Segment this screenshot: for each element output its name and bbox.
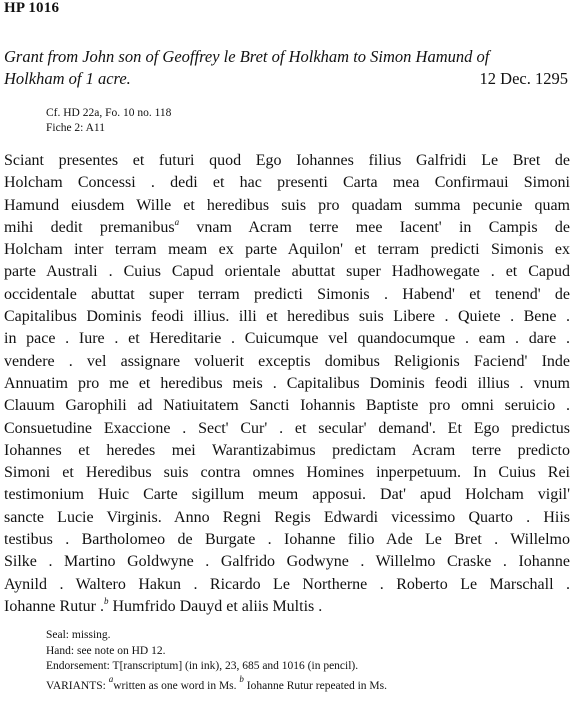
text-line: Aynild . Waltero Hakun . Ricardo Le Northerne . Roberto Le Marschall .: [4, 575, 570, 593]
seal-note: Seal: missing.: [46, 629, 111, 641]
text-line: Consuetudine Exaccione . Sect' Cur' . et secular' demand'. Et Ego predictus: [4, 419, 570, 437]
text-line: Hamund eiusdem Wille et heredibus suis pro quadam summa pecunie quam: [4, 196, 570, 214]
text-line: Simoni et Heredibus suis contra omnes Homines inperpetuum. In Cuius Rei: [4, 464, 570, 482]
variant-a-text: written as one word in Ms.: [113, 679, 240, 692]
hand-note: Hand: see note on HD 12.: [46, 644, 166, 657]
title-line-1: Grant from John son of Geoffrey le Bret of Holkham to Simon Hamund of: [4, 47, 490, 66]
text-line: parte Australi . Cuius Capud orientale abuttat super Hadhowegate . et Capud: [4, 263, 570, 281]
text-fragment: mihi dedit premanibus: [4, 218, 175, 236]
footnote-marker-b: b: [103, 595, 109, 606]
variants-note: [46, 673, 387, 695]
text-fragment: Iohanne Rutur .: [4, 597, 104, 615]
text-line: Holcham Concessi . dedi et hac presenti Carta mea Confirmaui Simoni: [4, 174, 570, 192]
text-line: [4, 217, 570, 239]
charter-text: [4, 150, 570, 618]
reference-line-2: Fiche 2: A11: [46, 122, 105, 134]
variants-label: VARIANTS:: [46, 679, 109, 692]
endorsement-note: Endorsement: T[ranscriptum] (in ink), 23, 685 and 1016 (in pencil).: [46, 660, 359, 672]
text-line: Iohannes et heredes mei Warantizabimus predictam Acram terre predicto: [4, 441, 570, 459]
text-line: Silke . Martino Goldwyne . Galfrido Godwyne . Willelmo Craske . Iohanne: [4, 553, 570, 571]
variant-b-text: Iohanne Rutur repeated in Ms.: [243, 679, 387, 692]
variant-b-marker: b: [239, 673, 244, 684]
text-line: Clauum Garophili ad Natiuitatem Sancti Iohannis Baptiste pro omni seruicio .: [4, 397, 570, 415]
text-line: Sciant presentes et futuri quod Ego Iohannes filius Galfridi Le Bret de: [4, 152, 570, 169]
text-line: Holcham inter terram meam ex parte Aquilon' et terram predicti Simonis ex: [4, 241, 570, 259]
document-id: HP 1016: [4, 0, 60, 16]
text-line: Annuatim pro me et heredibus meis . Capitalibus Dominis feodi illius . vnum: [4, 374, 570, 392]
document-date: 12 Dec. 1295: [479, 69, 568, 88]
document-title: [4, 46, 568, 90]
text-line: [4, 596, 570, 618]
text-line: testibus . Bartholomeo de Burgate . Iohanne filio Ade Le Bret . Willelmo: [4, 531, 570, 549]
text-line: testimonium Huic Carte sigillum meum apposui. Dat' apud Holcham vigil': [4, 486, 570, 504]
text-line: Capitalibus Dominis feodi illius. illi et heredibus suis Libere . Quiete . Bene .: [4, 308, 570, 326]
text-line: occidentale abuttat super terram predicti Simonis . Habend' et tenend' de: [4, 285, 570, 303]
text-line: sancte Lucie Virginis. Anno Regni Regis Edwardi vicessimo Quarto . Hiis: [4, 508, 570, 526]
text-line: in pace . Iure . et Hereditarie . Cuicumque vel quandocumque . eam . dare .: [4, 330, 570, 348]
footnote-marker-a: a: [174, 216, 180, 227]
reference-block: [46, 106, 171, 136]
title-line-2: Holkham of 1 acre.: [4, 69, 131, 88]
variant-a-marker: a: [108, 673, 114, 684]
text-line: vendere . vel assignare voluerit exceptis domibus Religionis Faciend' Inde: [4, 352, 570, 370]
text-fragment: vnam Acram terre mee Iacent' in Campis de: [179, 218, 570, 236]
notes-block: [46, 628, 387, 694]
text-fragment: Humfrido Dauyd et aliis Multis .: [108, 597, 323, 615]
reference-line-1: Cf. HD 22a, Fo. 10 no. 118: [46, 107, 172, 119]
